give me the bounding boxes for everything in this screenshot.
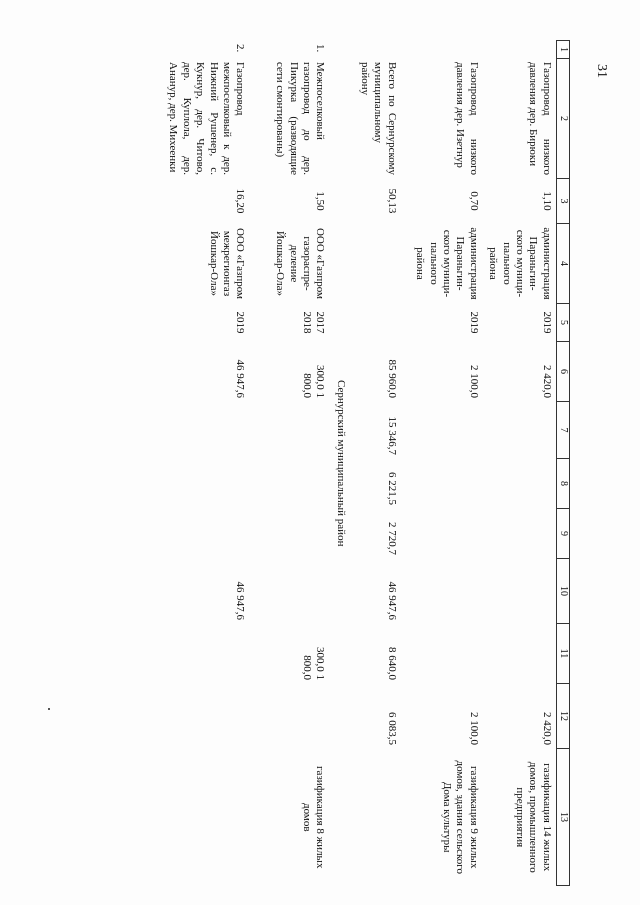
length-km: 16,20 xyxy=(234,188,247,214)
cell-c10 xyxy=(401,559,483,624)
length-km: 1,10 xyxy=(540,191,553,211)
col-header: 10 xyxy=(556,559,569,624)
scan-speck xyxy=(48,708,50,710)
cell-c9 xyxy=(483,509,557,559)
col-header: 1 xyxy=(556,41,569,59)
cell-c11: 300,0 1 800,0 xyxy=(300,647,327,680)
cell-c7 xyxy=(159,402,249,459)
length-km: 1,50 xyxy=(314,191,327,211)
result-text: газификация 14 жилых домов, промышленного предприятия xyxy=(514,761,553,873)
cell-c9 xyxy=(401,509,483,559)
cell-c8 xyxy=(401,459,483,509)
result-text xyxy=(159,749,249,886)
col-header: 11 xyxy=(556,624,569,684)
cell-c10: 46 947,6 xyxy=(234,581,247,620)
cell-c6: 300,0 1 800,0 xyxy=(300,365,327,398)
table-row xyxy=(483,41,557,886)
section-row xyxy=(329,41,352,886)
col-header: 13 xyxy=(556,749,569,886)
row-number: 2. xyxy=(234,44,247,53)
total-c9: 2 720,7 xyxy=(385,522,398,555)
object-name: Газопровод межпоселковый к дер. Нижний Рушенер, с. Кукнур, дер. Читово, дер. Куплола, дер. Ананур, дер. Михеенки xyxy=(167,62,247,175)
year: 2019 xyxy=(234,311,247,334)
cell-c9 xyxy=(249,509,329,559)
table-row xyxy=(159,41,249,886)
col-header: 2 xyxy=(556,59,569,179)
object-name: Газопровод низкого давления дер. Изетнур xyxy=(454,62,480,175)
col-header: 9 xyxy=(556,509,569,559)
cell-c6: 2 100,0 xyxy=(467,365,480,398)
total-c12: 6 083,5 xyxy=(385,712,398,745)
cell-c7 xyxy=(401,402,483,459)
cell-c10 xyxy=(249,559,329,624)
cell-c6: 46 947,6 xyxy=(234,359,247,398)
cell-c7 xyxy=(249,402,329,459)
col-header: 5 xyxy=(556,304,569,342)
customer: ООО «Газпром газораспре- деление Йошкар-Ола» xyxy=(274,227,327,300)
customer: администрация Параньгин- ского муници- пального района xyxy=(487,227,553,300)
cell-c11 xyxy=(159,624,249,684)
object-name: Межпоселковый газопровод до дер. Пикурка (разводящие сети смонтированы) xyxy=(274,62,327,175)
section-title: Сернурский муниципальный район xyxy=(334,380,347,547)
object-name: Газопровод низкого давления дер. Бирюки xyxy=(527,62,553,175)
cell-c8 xyxy=(483,459,557,509)
cell-c10 xyxy=(483,559,557,624)
cell-c6: 2 420,0 xyxy=(540,365,553,398)
total-row xyxy=(353,41,401,886)
row-number xyxy=(401,41,483,59)
col-header: 6 xyxy=(556,342,569,402)
row-number xyxy=(483,41,557,59)
result-text: газификация 9 жилых домов, здания сельского Дома культуры xyxy=(440,760,480,875)
total-c7: 15 346,7 xyxy=(385,416,398,455)
total-length: 50,13 xyxy=(385,188,398,214)
total-c11: 8 640,0 xyxy=(385,647,398,680)
cell-c12 xyxy=(249,684,329,749)
col-header: 7 xyxy=(556,402,569,459)
cell-c11 xyxy=(401,624,483,684)
cell-c12: 2 420,0 xyxy=(540,712,553,745)
cell-c8 xyxy=(159,459,249,509)
year: 2019 xyxy=(467,311,480,334)
rotated-table-container xyxy=(100,40,570,885)
result-text: газификация 8 жилых домов xyxy=(300,766,327,869)
col-header: 8 xyxy=(556,459,569,509)
cell-c7 xyxy=(483,402,557,459)
customer: ООО «Газпром межрегионгаз Йошкар-Ола» xyxy=(207,227,247,300)
cell-c8 xyxy=(249,459,329,509)
cell-c9 xyxy=(159,509,249,559)
year: 2019 xyxy=(540,311,553,334)
total-c8: 6 221,5 xyxy=(385,472,398,505)
total-c6: 85 960,0 xyxy=(385,359,398,398)
table-row xyxy=(249,41,329,886)
column-number-header xyxy=(556,41,569,886)
length-km: 0,70 xyxy=(467,191,480,211)
cell-c12 xyxy=(159,684,249,749)
col-header: 3 xyxy=(556,179,569,224)
total-c10: 46 947,6 xyxy=(385,581,398,620)
page-number: 31 xyxy=(594,64,609,78)
col-header: 12 xyxy=(556,684,569,749)
gasification-table xyxy=(159,40,570,886)
cell-c11 xyxy=(483,624,557,684)
table-row xyxy=(401,41,483,886)
customer: администрация Параньгин- ского муници- пального района xyxy=(414,227,480,300)
total-label: Всего по Сернурскому муниципальному району xyxy=(358,62,398,175)
cell-c12: 2 100,0 xyxy=(467,712,480,745)
col-header: 4 xyxy=(556,224,569,304)
year: 2017 2018 xyxy=(300,311,327,334)
row-number: 1. xyxy=(314,44,327,53)
